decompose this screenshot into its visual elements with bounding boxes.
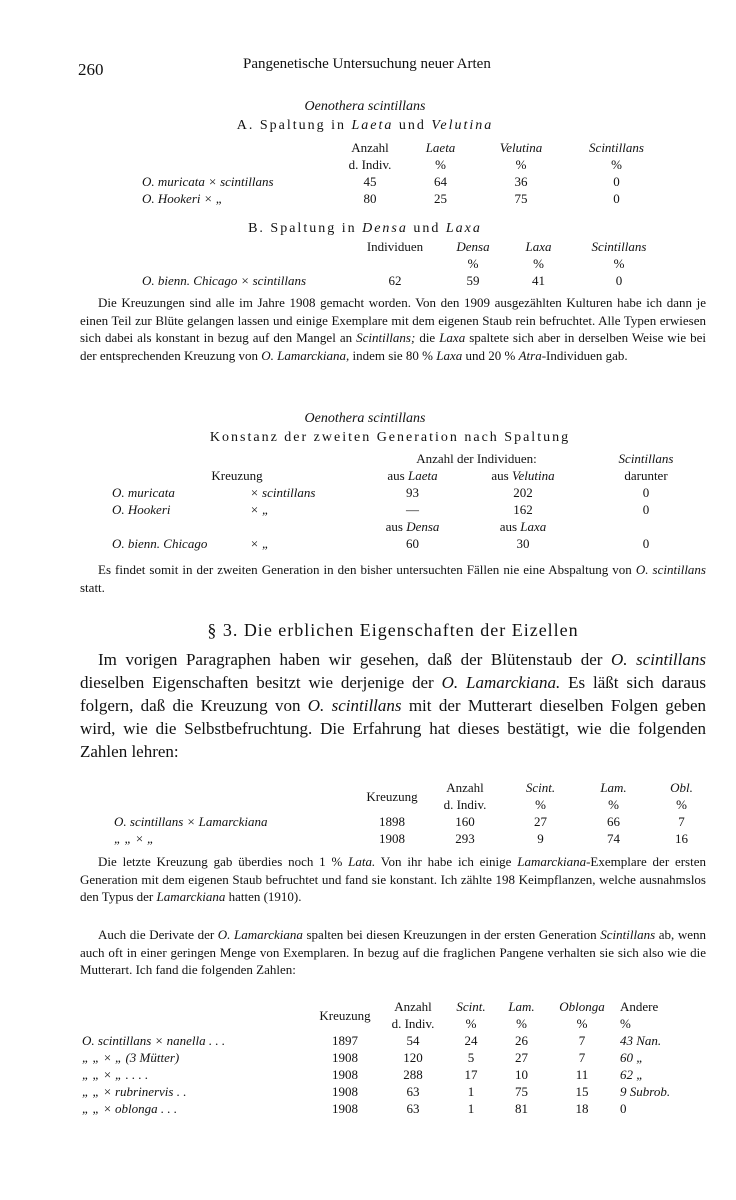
table3: Anzahl der Individuen: Scintillans Kreuzung aus Laeta aus Velutina darunter O. muricata × scintillans 93 202 0 O. Hookeri × „ — 162 0 aus Densa aus Laxa O. bienn. Chicago × „ 60 30 0 bbox=[108, 450, 705, 552]
table-row: „ „ × rubrinervis . . 1908 63 1 75 15 9 Subrob. bbox=[82, 1084, 671, 1099]
paragraph-2: Es findet somit in der zweiten Generation in den bisher untersuchten Fällen nie eine Abspaltung von O. scintillans statt. bbox=[80, 562, 706, 595]
table-row: O. muricata × scintillans 93 202 0 bbox=[112, 485, 650, 500]
table1: Anzahl Laeta Velutina Scintillans d. Indiv. % % % O. muricata × scintillans 45 64 36 0 O. Hookeri × „ 80 25 75 0 bbox=[138, 139, 668, 207]
table-row: O. bienn. Chicago × scintillans 62 59 41 0 bbox=[142, 273, 623, 288]
page-number: 260 bbox=[78, 60, 104, 79]
table4: Kreuzung Anzahl Scint. Lam. Obl. d. Indiv. % % % O. scintillans × Lamarckiana 1898 160 27 66 7 „ „ × „ 1908 293 9 74 16 bbox=[110, 779, 713, 847]
table1-title: Oenothera scintillans bbox=[304, 99, 426, 114]
paragraph-1: Die Kreuzungen sind alle im Jahre 1908 gemacht worden. Von den 1909 ausgezählten Kulturen habe ich dann je einen Teil zur Blüte gelangen lassen und einige Exemplare mit dem eigenen Staub rein befruchtet. Alle Typen erwiesen sich dabei als konstant in bezug auf den Mangel an Scintillans; die Laxa spaltete sich aber in derselben Weise wie bei der entsprechenden Kreuzung von O. Lamarckiana, indem sie 80 % Laxa und 20 % Atra-Individuen gab. bbox=[80, 295, 706, 363]
table-row: O. Hookeri × „ — 162 0 bbox=[112, 502, 650, 517]
table-row: O. scintillans × Lamarckiana 1898 160 27 66 7 bbox=[114, 814, 685, 829]
running-title: Pangenetische Untersuchung neuer Arten bbox=[243, 56, 491, 72]
table-row: „ „ × oblonga . . . 1908 63 1 81 18 0 bbox=[82, 1101, 627, 1116]
table-row: „ „ × „ . . . . 1908 288 17 10 11 62 „ bbox=[82, 1067, 644, 1082]
table2: Individuen Densa Laxa Scintillans % % % O. bienn. Chicago × scintillans 62 59 41 0 bbox=[138, 238, 668, 289]
table1-subtitle: A. Spaltung in Laeta und Velutina bbox=[236, 118, 494, 133]
table3-title: Oenothera scintillans bbox=[304, 411, 426, 426]
table-row: „ „ × „ 1908 293 9 74 16 bbox=[114, 831, 688, 846]
table-row: O. scintillans × nanella . . . 1897 54 24 26 7 43 Nan. bbox=[82, 1033, 662, 1048]
table3-subtitle: Konstanz der zweiten Generation nach Spaltung bbox=[209, 430, 571, 445]
paragraph-5: Auch die Derivate der O. Lamarckiana spalten bei diesen Kreuzungen in der ersten Generation Scintillans ab, wenn auch oft in einer geringen Menge von Exemplaren. In bezug auf die fraglichen Pangene verhalten sie sich also wie die Mutterart. Ich fand die folgenden Zahlen: bbox=[80, 927, 707, 977]
table5: Kreuzung Anzahl Scint. Lam. Oblonga Andere d. Indiv. % % % % O. scintillans × nanella . . . 1897 54 24 26 7 43 Nan. „ „ × „ (3 Mütter) 1908 120 5 27 7 60 „ „ „ × „ . . . . 1908 288 17 10 11 62 „ „ „ × rubrinervis . . 1908 63 1 75 15 9 Subrob. „ „ × oblonga . . . 1908 63 1 81 18 0 bbox=[78, 998, 694, 1117]
paragraph-3: Im vorigen Paragraphen haben wir gesehen, daß der Blütenstaub der O. scintillans dieselben Eigenschaften besitzt wie derjenige der O. Lamarckiana. Es läßt sich daraus folgern, daß die Kreuzung von O. scintillans mit der Mutterart dieselben Folgen geben wird, wie die Selbstbefruchtung. Die Erfahrung hat dieses bestätigt, wie die folgenden Zahlen lehren: bbox=[80, 650, 707, 761]
paragraph-4: Die letzte Kreuzung gab überdies noch 1 % Lata. Von ihr habe ich einige Lamarckiana-Exemplare der ersten Generation mit dem eigenen Staub befruchtet und fand sie konstant. Ich zählte 198 Keimpflanzen, welche ausnahmslos den Typus der Lamarckiana hatten (1910). bbox=[80, 854, 706, 904]
table2-subtitle: B. Spaltung in Densa und Laxa bbox=[248, 221, 482, 236]
table-row: O. muricata × scintillans 45 64 36 0 bbox=[142, 174, 620, 189]
table-row: „ „ × „ (3 Mütter) 1908 120 5 27 7 60 „ bbox=[82, 1050, 644, 1065]
section-heading: § 3. Die erblichen Eigenschaften der Eizellen bbox=[207, 620, 579, 640]
table-row: O. bienn. Chicago × „ 60 30 0 bbox=[112, 536, 650, 551]
table-row: O. Hookeri × „ 80 25 75 0 bbox=[142, 191, 620, 206]
